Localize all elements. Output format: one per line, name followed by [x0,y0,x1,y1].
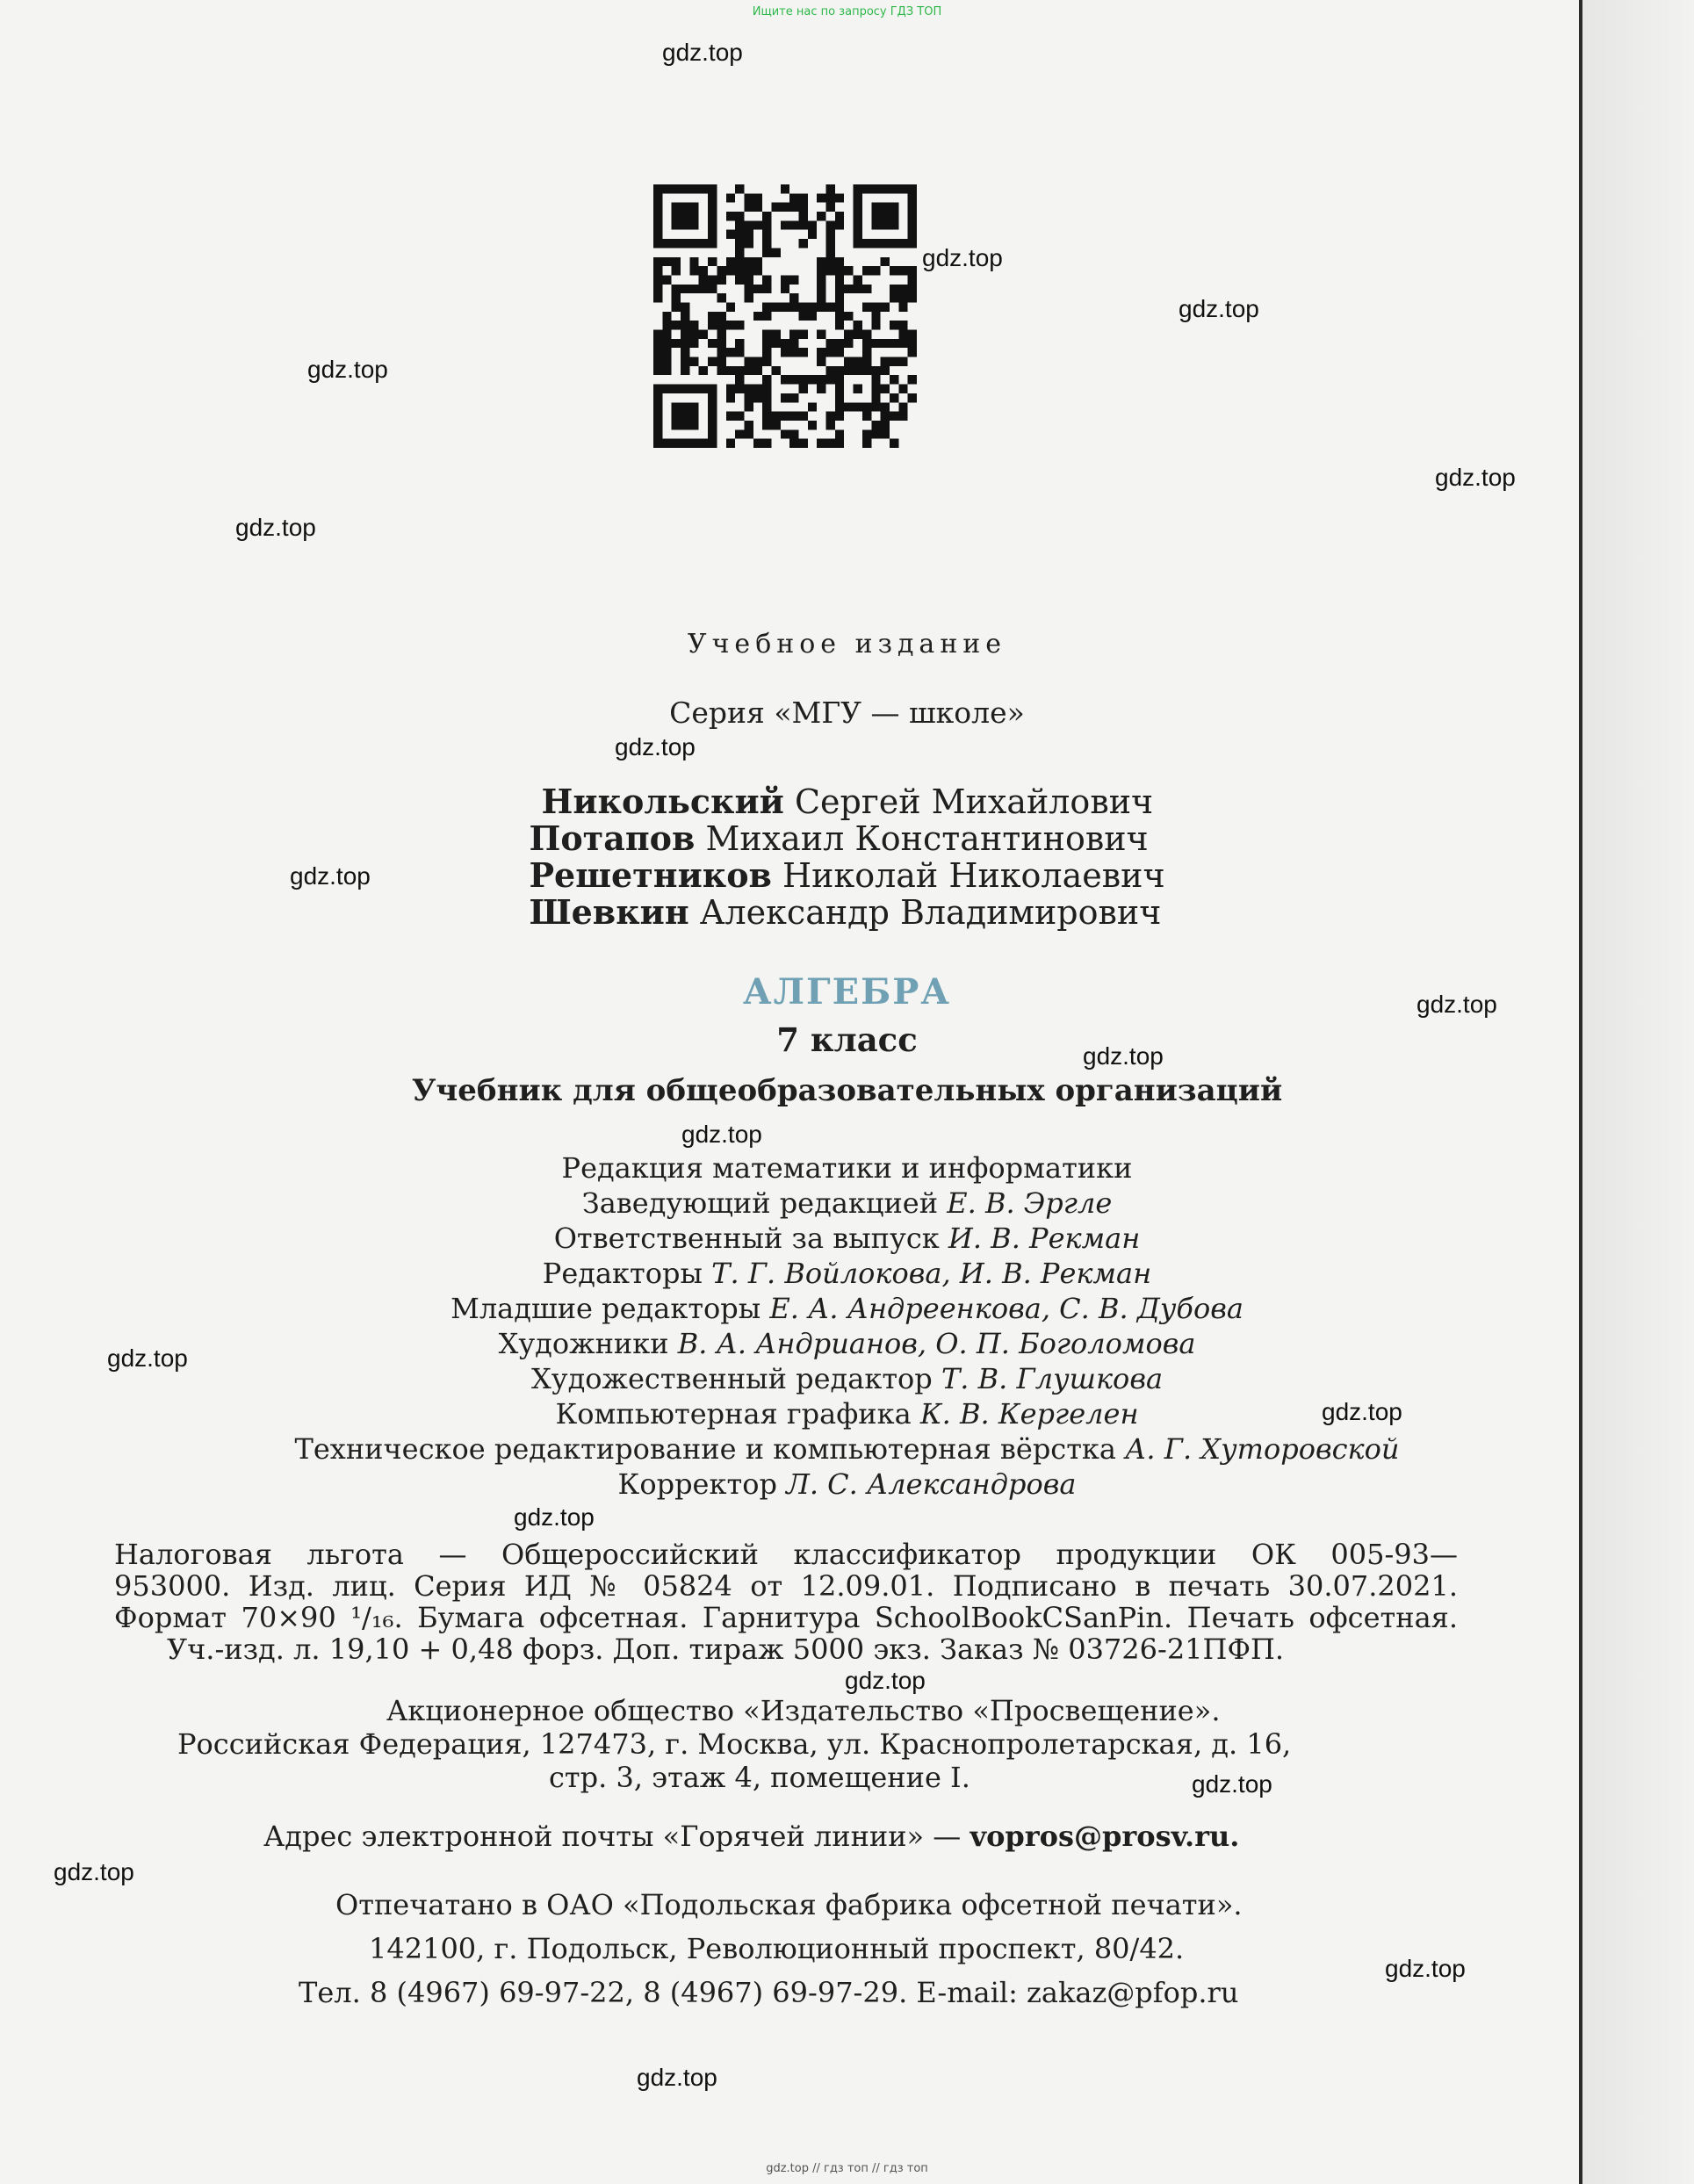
watermark: gdz.top [845,1667,926,1694]
watermark: gdz.top [54,1858,134,1885]
watermark: gdz.top [615,733,696,760]
imprint [114,1539,1458,1665]
author [529,820,1164,857]
subject-title: АЛГЕБРА [743,971,951,1013]
hotline-label: Адрес электронной почты «Горячей линии» — [263,1820,962,1853]
publisher-line: стр. 3, этаж 4, помещение I. [549,1761,970,1794]
credit-line [0,1326,1694,1361]
credit-line [0,1361,1694,1396]
author-surname: Потапов [529,818,696,858]
credit-role: Заведующий редакцией [581,1186,939,1220]
credit-role: Компьютерная графика [555,1397,912,1431]
author [529,857,1164,894]
credit-person: И. В. Рекман [948,1222,1141,1255]
credit-line [0,1467,1694,1502]
author-list [529,783,1164,931]
printer-line: 142100, г. Подольск, Революционный проспект, 80/42. [369,1932,1185,1965]
watermark: gdz.top [662,39,743,66]
author-surname: Никольский [541,782,784,821]
credit-line [0,1186,1694,1221]
credit-line [0,1291,1694,1326]
grade: 7 класс [776,1020,918,1059]
publisher-line: Российская Федерация, 127473, г. Москва, ул. Краснопролетарская, д. 16, [177,1727,1292,1761]
watermark: gdz.top [922,244,1003,271]
imprint-line: 953000. Изд. лиц. Серия ИД № 05824 от 12.09.01. Подписано в печать 30.07.2021. [114,1569,1458,1603]
author-surname: Шевкин [529,892,689,932]
author-name: Сергей Михайлович [794,782,1154,821]
author [529,894,1164,931]
watermark: gdz.top [307,356,388,383]
watermark: gdz.top [681,1121,762,1148]
watermark: gdz.top [107,1344,188,1372]
credit-line [0,1431,1694,1467]
credit-person: Е. А. Андреенкова, С. В. Дубова [769,1292,1243,1325]
credit-line [0,1256,1694,1291]
credit-person: Л. С. Александрова [786,1467,1077,1501]
author-surname: Решетников [529,855,772,895]
credit-line [0,1150,1694,1186]
credit-person: А. Г. Хуторовской [1125,1432,1400,1466]
credit-line [0,1396,1694,1431]
watermark: gdz.top [1322,1398,1402,1425]
top-banner[interactable]: Ищите нас по запросу ГДЗ ТОП [752,5,942,18]
watermark: gdz.top [1416,991,1497,1018]
authors [0,783,1694,931]
credit-role: Ответственный за выпуск [553,1222,940,1255]
edition-type: Учебное издание [687,629,1007,660]
credit-person: Т. Г. Войлокова, И. В. Рекман [711,1257,1152,1290]
hotline-line [263,1819,1239,1854]
qr-code [653,184,917,448]
series: Серия «МГУ — школе» [669,696,1025,730]
hotline-email[interactable]: vopros@prosv.ru. [970,1820,1240,1853]
author [529,783,1164,820]
watermark: gdz.top [1192,1770,1272,1798]
credit-role: Редакторы [542,1257,703,1290]
imprint-line: Налоговая льгота — Общероссийский классификатор продукции ОК 005-93— [114,1538,1458,1571]
watermark: gdz.top [1083,1042,1164,1070]
watermark: gdz.top [1179,295,1259,322]
textbook-for: Учебник для общеобразовательных организаций [411,1073,1283,1108]
credit-person: Т. В. Глушкова [941,1362,1164,1395]
credit-line [0,1221,1694,1256]
credit-person: Е. В. Эргле [947,1186,1113,1220]
credit-role: Художественный редактор [530,1362,933,1395]
credit-role: Редакция математики и информатики [561,1151,1133,1185]
credit-person: К. В. Кергелен [919,1397,1139,1431]
watermark: gdz.top [637,2064,717,2091]
credit-role: Техническое редактирование и компьютерная вёрстка [294,1432,1116,1466]
imprint-line: Уч.-изд. л. 19,10 + 0,48 форз. Доп. тираж 5000 экз. Заказ № 03726-21ПФП. [167,1633,1285,1666]
imprint-line: Формат 70×90 ¹/₁₆. Бумага офсетная. Гарнитура SchoolBookCSanPin. Печать офсетная. [114,1601,1458,1634]
author-name: Николай Николаевич [782,856,1165,895]
watermark: gdz.top [514,1503,595,1531]
credit-role: Художники [498,1327,669,1360]
credit-role: Корректор [617,1467,777,1501]
printer-line: Отпечатано в ОАО «Подольская фабрика офсетной печати». [335,1888,1243,1921]
credits [0,1150,1694,1502]
bottom-banner[interactable]: gdz.top // гдз топ // гдз топ [766,2162,928,2175]
author-name: Михаил Константинович [705,819,1149,858]
publisher-line: Акционерное общество «Издательство «Просвещение». [386,1694,1221,1727]
watermark: gdz.top [1435,464,1516,491]
watermark: gdz.top [235,514,316,541]
printer-line: Тел. 8 (4967) 69-97-22, 8 (4967) 69-97-29. E-mail: zakaz@pfop.ru [299,1976,1239,2009]
watermark: gdz.top [1385,1955,1466,1982]
credit-role: Младшие редакторы [451,1292,761,1325]
author-name: Александр Владимирович [699,893,1162,932]
credit-person: В. А. Андрианов, О. П. Боголомова [677,1327,1196,1360]
watermark: gdz.top [290,862,371,890]
